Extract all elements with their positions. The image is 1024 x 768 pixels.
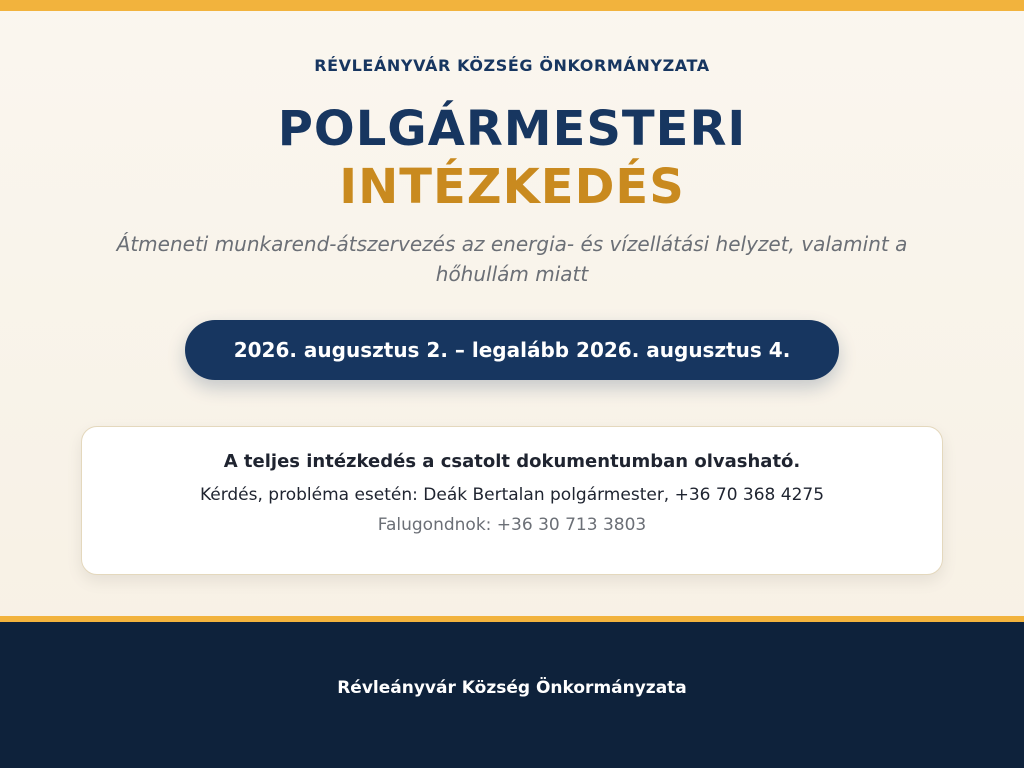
- title-line-1: POLGÁRMESTERI: [277, 101, 747, 157]
- top-accent-bar: [0, 0, 1024, 11]
- mayor-contact: Kérdés, probléma esetén: Deák Bertalan polgármester, +36 70 368 4275: [199, 485, 825, 505]
- date-range-text: 2026. augusztus 2. – legalább 2026. augusztus 4.: [233, 338, 791, 362]
- card-headline: A teljes intézkedés a csatolt dokumentumban olvasható.: [223, 451, 801, 472]
- title-line-2: INTÉZKEDÉS: [339, 159, 685, 215]
- subtitle: Átmeneti munkarend-átszervezés az energia- és vízellátási helyzet, valamint a hőhullám miatt: [116, 232, 908, 286]
- caretaker-contact: Falugondnok: +36 30 713 3803: [377, 515, 647, 535]
- footer: [0, 622, 1024, 768]
- info-card: [81, 426, 943, 575]
- municipality-kicker: RÉVLEÁNYVÁR KÖZSÉG ÖNKORMÁNYZATA: [314, 56, 710, 75]
- footer-text: Révleányvár Község Önkormányzata: [337, 678, 687, 698]
- date-range-pill: [185, 320, 839, 380]
